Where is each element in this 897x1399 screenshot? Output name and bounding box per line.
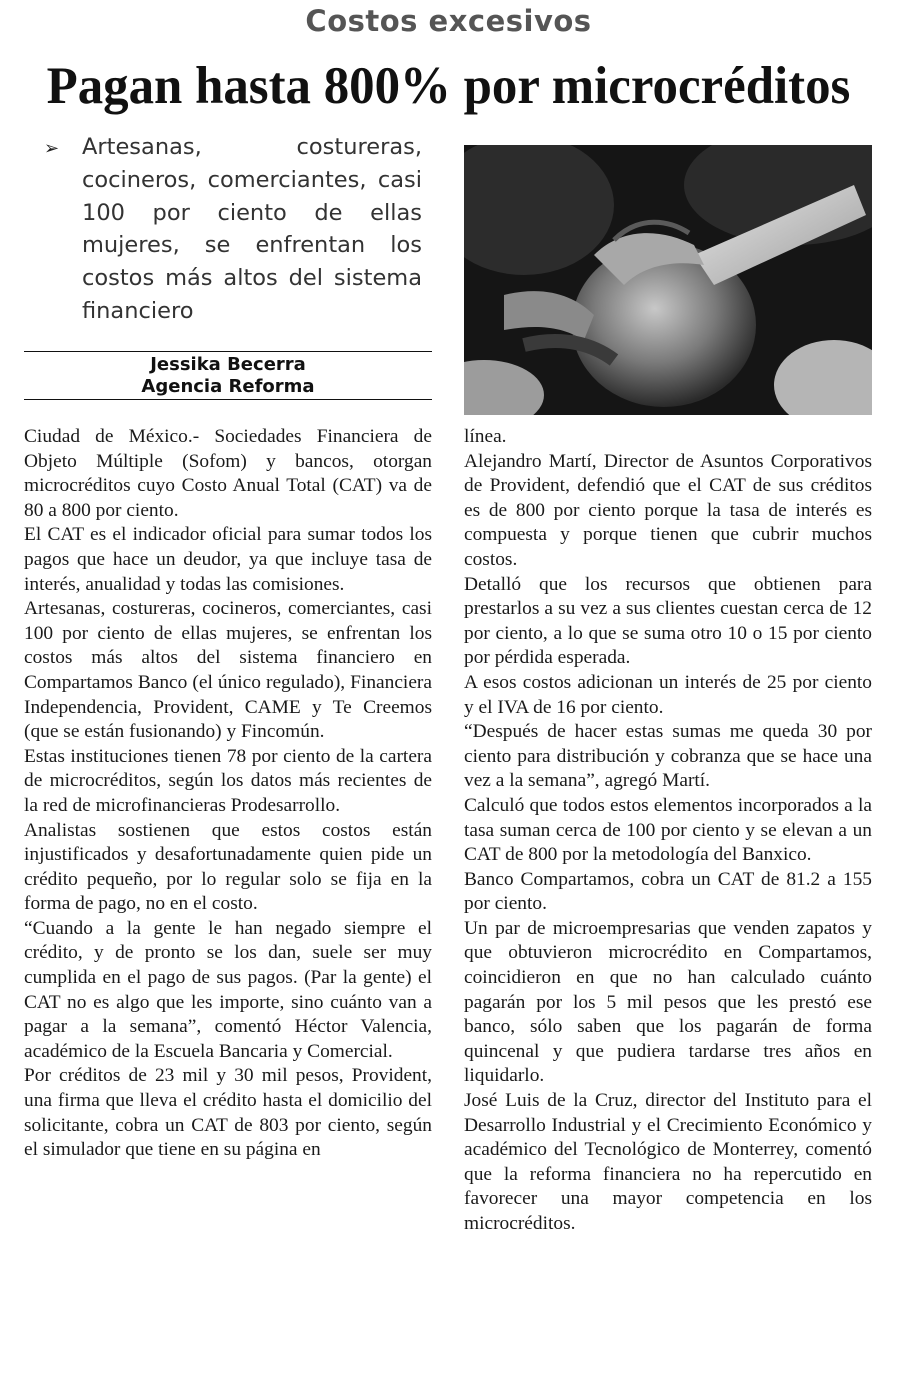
paragraph: Artesanas, costureras, cocineros, comerciantes, casi 100 por ciento de ellas mujeres, se enfrentan los costos más altos del sistema financiero en Compartamos Banco (el único regulado), Financiera Independencia, Provident, CAME y Te Creemos (que se están fusionando) y Fincomún. [24, 598, 432, 743]
arrow-bullet-icon: ➢ [44, 138, 60, 159]
headline: Pagan hasta 800% por microcréditos [46, 57, 851, 115]
paragraph: Alejandro Martí, Director de Asuntos Corporativos de Provident, defendió que el CAT de sus créditos es de 800 por ciento porque la tasa de interés es compuesta y porque tienen que cubrir muchos costos. [464, 450, 872, 570]
byline-top-rule [24, 351, 432, 352]
author-name: Jessika Becerra [150, 354, 306, 375]
article-column-left [24, 425, 432, 1163]
summary-text: Artesanas, costureras, cocineros, comerciantes, casi 100 por ciento de ellas mujeres, se enfrentan los costos más altos del sistema financiero [82, 134, 422, 324]
artisan-hands-image [464, 145, 872, 415]
paragraph: Un par de microempresarias que venden zapatos y que obtuvieron microcrédito en Compartamos, coincidieron en que no han calculado cuánto pagarán por los 5 mil pesos que les prestó ese banco, sólo saben que los pagarán de forma quincenal y que pudiera tardarse tres años en liquidarlo. [464, 917, 872, 1087]
article-column-right [464, 425, 872, 1237]
byline-bottom-rule [24, 399, 432, 400]
agency-name: Agencia Reforma [141, 376, 315, 397]
paragraph: “Cuando a la gente le han negado siempre el crédito, y de pronto se los dan, suele ser muy cumplida en el pago de sus pagos. (Par la gente) el CAT no es algo que les importe, sino cuánto van a pagar a la semana”, comentó Héctor Valencia, académico de la Escuela Bancaria y Comercial. [24, 917, 432, 1062]
paragraph: Ciudad de México.- Sociedades Financiera de Objeto Múltiple (Sofom) y bancos, otorgan microcréditos cuyo Costo Anual Total (CAT) va de 80 a 800 por ciento. [24, 426, 432, 521]
summary-bullet [44, 131, 422, 328]
paragraph: Analistas sostienen que estos costos están injustificados y desafortunadamente quien pide un crédito pequeño, por lo regular solo se fija en la forma de pago, no en el costo. [24, 819, 432, 915]
paragraph: El CAT es el indicador oficial para sumar todos los pagos que hace un deudor, ya que incluye tasa de interés, anualidad y todas las comisiones. [24, 524, 432, 595]
paragraph: “Después de hacer estas sumas me queda 30 por ciento para distribución y cobranza que se hace una vez a la semana”, agregó Martí. [464, 721, 872, 792]
paragraph: Estas instituciones tienen 78 por ciento de la cartera de microcréditos, según los datos más recientes de la red de microfinancieras Prodesarrollo. [24, 745, 432, 816]
section-kicker: Costos excesivos [305, 4, 592, 38]
paragraph: Detalló que los recursos que obtienen para prestarlos a su vez a sus clientes cuestan cerca de 12 por ciento, a lo que se suma otro 10 o 15 por ciento por pérdida esperada. [464, 573, 872, 669]
article-photo [464, 145, 872, 415]
paragraph: Banco Compartamos, cobra un CAT de 81.2 a 155 por ciento. [464, 868, 872, 915]
paragraph: A esos costos adicionan un interés de 25 por ciento y el IVA de 16 por ciento. [464, 671, 872, 718]
paragraph: línea. [464, 426, 507, 447]
paragraph: Calculó que todos estos elementos incorporados a la tasa suman cerca de 100 por ciento y se elevan a un CAT de 800 por la metodología del Banxico. [464, 794, 872, 866]
paragraph: Por créditos de 23 mil y 30 mil pesos, Provident, una firma que lleva el crédito hasta el domicilio del solicitante, cobra un CAT de 803 por ciento, según el simulador que tiene en su página en [24, 1065, 432, 1161]
paragraph: José Luis de la Cruz, director del Instituto para el Desarrollo Industrial y el Crecimiento Económico y académico del Tecnológico de Monterrey, comentó que la reforma financiera no ha repercutido en favorecer una mayor competencia en los microcréditos. [464, 1090, 872, 1234]
byline [24, 354, 432, 398]
